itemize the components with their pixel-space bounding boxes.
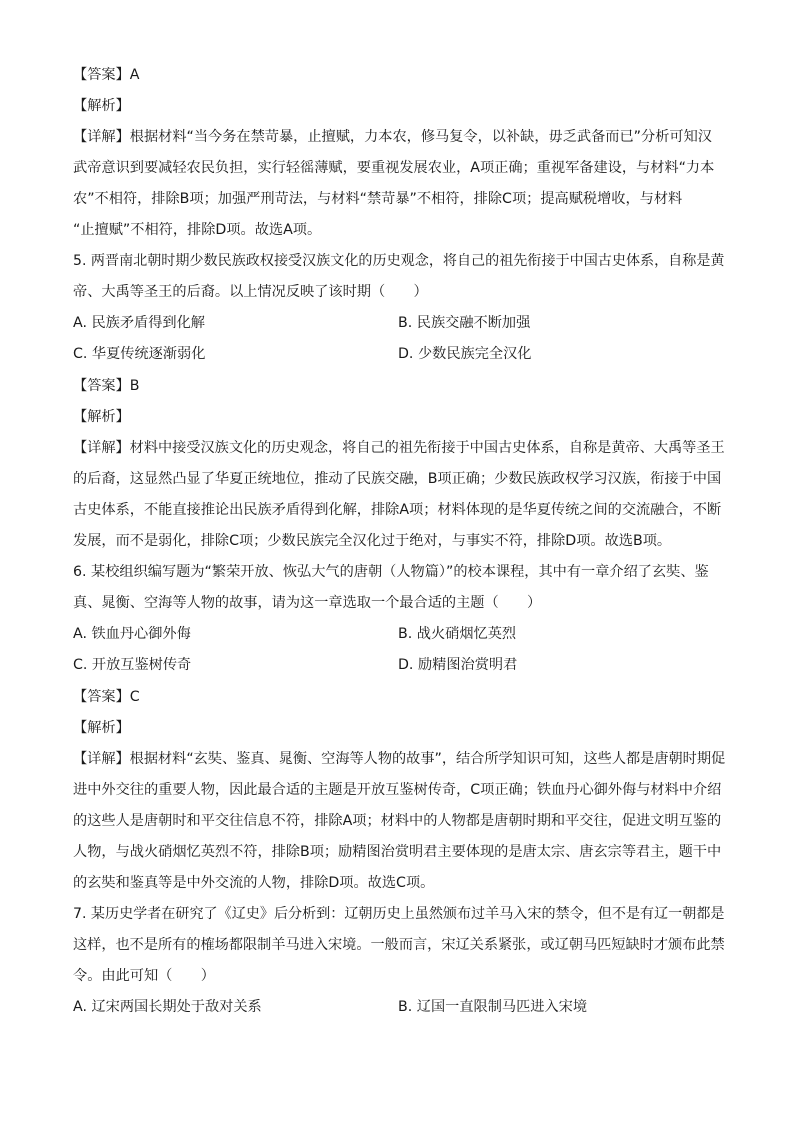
q5-answer: 【答案】B: [73, 378, 140, 394]
q5-option-c: C. 华夏传统逐渐弱化: [73, 346, 206, 362]
q6-answer: 【答案】C: [73, 689, 140, 705]
q5-analysis-label: 【解析】: [73, 409, 130, 425]
q4-analysis-label: 【解析】: [73, 98, 130, 114]
q6-detail-line: 进中外交往的重要人物，因此最合适的主题是开放互鉴树传奇，C项正确；铁血丹心御外侮与材料中介绍: [73, 782, 722, 798]
q6-option-b: B. 战火硝烟忆英烈: [398, 626, 517, 642]
q5-option-a: A. 民族矛盾得到化解: [73, 315, 205, 331]
q6-question-line: 真、晁衡、空海等人物的故事，请为这一章选取一个最合适的主题（ ）: [73, 595, 542, 611]
q5-detail-line: 发展，而不是弱化，排除C项；少数民族完全汉化过于绝对，与事实不符，排除D项。故选B项。: [73, 533, 672, 549]
q6-options-row: [73, 656, 517, 675]
q5-question-line: 帝、大禹等圣王的后裔。以上情况反映了该时期（ ）: [73, 284, 428, 300]
q7-option-a: A. 辽宋两国长期处于敌对关系: [73, 999, 262, 1015]
q6-detail-line: 人物，与战火硝烟忆英烈不符，排除B项；励精图治赏明君主要体现的是唐太宗、唐玄宗等君主，题干中: [73, 844, 722, 860]
q5-option-d: D. 少数民族完全汉化: [398, 346, 532, 362]
q5-detail-line: 古史体系，不能直接推论出民族矛盾得到化解，排除A项；材料体现的是华夏传统之间的交流融合，不断: [73, 502, 722, 518]
q6-options-row: [73, 625, 516, 644]
q4-detail-line: “止擅赋”不相符，排除D项。故选A项。: [73, 222, 322, 238]
q5-detail-line: 【详解】材料中接受汉族文化的历史观念，将自己的祖先衔接于中国古史体系，自称是黄帝、大禹等圣王: [73, 440, 725, 456]
q7-question-line: 令。由此可知（ ）: [73, 968, 215, 984]
q6-analysis-label: 【解析】: [73, 720, 130, 736]
q4-detail-line: 武帝意识到要减轻农民负担，实行轻徭薄赋，要重视发展农业，A项正确；重视军备建设，与材料“力本: [73, 160, 715, 176]
q6-detail-line: 的这些人是唐朝时和平交往信息不符，排除A项；材料中的人物都是唐朝时期和平交往，促进文明互鉴的: [73, 813, 722, 829]
q6-option-a: A. 铁血丹心御外侮: [73, 626, 191, 642]
q5-option-b: B. 民族交融不断加强: [398, 315, 531, 331]
q7-question-line: 7. 某历史学者在研究了《辽史》后分析到：辽朝历史上虽然颁布过羊马入宋的禁令，但不是有辽一朝都是: [73, 906, 725, 922]
q4-detail-line: 【详解】根据材料“当今务在禁苛暴，止擅赋，力本农，修马复令，以补缺，毋乏武备而已”分析可知汉: [73, 129, 712, 145]
q6-option-d: D. 励精图治赏明君: [398, 657, 518, 673]
q7-options-row: [73, 998, 587, 1017]
q5-question-line: 5. 两晋南北朝时期少数民族政权接受汉族文化的历史观念，将自己的祖先衔接于中国古史体系，自称是黄: [73, 253, 725, 269]
q6-detail-line: 的玄奘和鉴真等是中外交流的人物，排除D项。故选C项。: [73, 875, 435, 891]
q7-option-b: B. 辽国一直限制马匹进入宋境: [398, 999, 588, 1015]
q4-answer: 【答案】A: [73, 67, 140, 83]
q6-detail-line: 【详解】根据材料“玄奘、鉴真、晁衡、空海等人物的故事”，结合所学知识可知，这些人都是唐朝时期促: [73, 751, 726, 767]
q4-detail-line: 农”不相符，排除B项；加强严刑苛法，与材料“禁苛暴”不相符，排除C项；提高赋税增收，与材料: [73, 191, 683, 207]
q5-detail-line: 的后裔，这显然凸显了华夏正统地位，推动了民族交融，B项正确；少数民族政权学习汉族，衔接于中国: [73, 471, 722, 487]
q6-question-line: 6. 某校组织编写题为“繁荣开放、恢弘大气的唐朝（人物篇）”的校本课程，其中有一章介绍了玄奘、鉴: [73, 564, 709, 580]
q5-options-row: [73, 345, 531, 364]
q7-question-line: 这样，也不是所有的榷场都限制羊马进入宋境。一般而言，宋辽关系紧张，或辽朝马匹短缺时才颁布此禁: [73, 937, 725, 953]
q5-options-row: [73, 314, 530, 333]
q6-option-c: C. 开放互鉴树传奇: [73, 657, 192, 673]
